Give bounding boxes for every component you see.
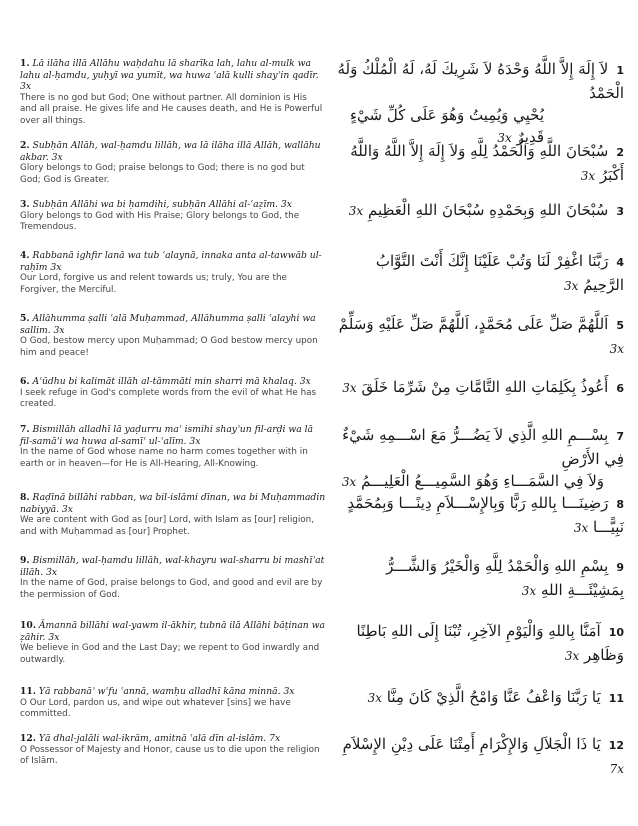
arabic-line-text: لاَ إِلَهَ إِلاَّ اللَّهُ وَحْدَهُ لاَ شَرِيكَ لَهُ، لَهُ الْمُلْكُ وَلَهُ الْحَمْدُ — [337, 60, 624, 102]
repeat-count: 3x — [497, 131, 512, 145]
transliteration — [20, 620, 326, 643]
entry-number: 7. — [20, 424, 30, 435]
entry-number: 2. — [20, 140, 30, 151]
arabic-number: 7 — [616, 430, 624, 443]
arabic-line-text: رَضِينَـــا بِاللهِ رَبًّا وَبِالإِسْـــلاَمِ دِينًـــا وَبِمُحَمَّدٍ نَبِيًّـــا — [347, 494, 624, 536]
transliteration — [20, 313, 326, 336]
arabic-line-text: آمَنَّا بِاللهِ وَالْيَوْمِ الآخِرِ، تُبْنَا إِلَى اللهِ بَاطِنًا وَظَاهِر — [356, 622, 624, 664]
translation: O Our Lord, pardon us, and wipe out whatever [sins] we have committed. — [20, 697, 291, 720]
entry-left-column — [20, 313, 326, 359]
arabic-text — [336, 686, 624, 710]
arabic-line — [336, 199, 624, 223]
transliteration — [20, 140, 326, 163]
arabic-text — [336, 199, 624, 223]
arabic-text — [336, 140, 624, 187]
entry-number: 12. — [20, 733, 36, 744]
arabic-number: 9 — [616, 561, 624, 574]
arabic-line-text: بِسْمِ اللهِ وَالْحَمْدُ لِلَّهِ وَالْخَيْرُ وَالشَّـــرُّ بِمَشِيْئَـــةِ اللهِ — [386, 557, 624, 599]
transliteration — [20, 58, 326, 93]
repeat-count: 3x — [564, 279, 579, 293]
arabic-text — [336, 313, 624, 360]
transliteration-text: Subḥān Allāhi wa bi ḥamdihi, subḥān Allāhi al-ʿaẓīm. 3x — [32, 199, 292, 210]
transliteration-text: Yā rabbanāʾ wʿfu ʿannā, wamḥu alladhī kāna minnā. 3x — [38, 686, 295, 697]
repeat-count: 3x — [367, 691, 382, 705]
arabic-line-text: وَلاَ فِي السَّمَـــاءِ وَهُوَ السَّمِيـــعُ الْعَلِيـــمُ — [361, 472, 604, 490]
translation: In the name of God whose name no harm comes together with in earth or in heaven—for He is All-Hearing, All-Knowing. — [20, 447, 308, 469]
arabic-text — [336, 424, 624, 493]
arabic-text — [336, 250, 624, 297]
arabic-number: 4 — [616, 256, 624, 269]
transliteration — [20, 199, 326, 211]
translation: Glory belongs to God with His Praise; Glory belongs to God, the Tremendous. — [20, 210, 300, 233]
arabic-line-text: رَبَّنَا اغْفِرْ لَنَا وَتُبْ عَلَيْنَا إِنَّكَ أَنْتَ التَّوَّابُ الرَّحِيمُ — [375, 252, 624, 294]
entry-left-column — [20, 250, 326, 296]
transliteration — [20, 376, 326, 388]
arabic-number: 10 — [608, 626, 624, 639]
translation: Glory belongs to God; praise belongs to God; there is no god but God; God is Greater. — [20, 163, 305, 185]
arabic-line-text: يَا ذَا الْجَلاَلِ وَالإِكْرَامِ أَمِتْنَا عَلَى دِيْنِ الإِسْلاَمِ — [342, 735, 601, 753]
translation: O Possessor of Majesty and Honor, cause us to die upon the religion of Islām. — [20, 744, 320, 767]
entry-left-column — [20, 492, 326, 538]
repeat-count: 3x — [521, 584, 537, 598]
arabic-text — [336, 492, 624, 539]
entry-number: 3. — [20, 199, 30, 210]
arabic-line — [336, 555, 624, 602]
arabic-text — [336, 376, 624, 400]
transliteration-text: Bismillāh alladhī lā yaḍurru maʿ ismihi shayʾun fil-arḍi wa lā fil-samāʾi wa huwa al-samīʿ ul-ʿalīm. 3x — [20, 424, 314, 447]
entry-left-column — [20, 686, 326, 721]
entry-left-column — [20, 376, 326, 411]
entry-left-column — [20, 424, 326, 470]
arabic-line — [336, 686, 624, 710]
entry-left-column — [20, 140, 326, 186]
arabic-line — [336, 58, 624, 104]
arabic-line — [336, 140, 624, 187]
arabic-line — [336, 733, 624, 780]
transliteration — [20, 555, 326, 578]
entry-number: 9. — [20, 555, 30, 566]
arabic-text — [336, 620, 624, 667]
arabic-line-text: يَا رَبَّنَا وَاعْفُ عَنَّا وَامْحُ الَّذِيْ كَانَ مِنَّا — [386, 688, 601, 706]
entry-left-column — [20, 555, 326, 601]
transliteration-text: Allāhumma ṣalli ʿalā Muḥammad, Allāhumma ṣalli ʿalayhi wa sallim. 3x — [20, 313, 316, 336]
transliteration-text: Aʿūdhu bi kalimāt illāh al-tāmmāti min sharri mā khalaq. 3x — [32, 376, 311, 387]
entry-number: 11. — [20, 686, 36, 697]
repeat-count: 3x — [580, 169, 596, 183]
arabic-line — [336, 313, 624, 360]
repeat-count: 7x — [609, 762, 624, 776]
transliteration-text: Raḍīnā billāhi rabban, wa bil-islāmi dīnan, wa bi Muḥammadin nabiyyā. 3x — [20, 492, 326, 515]
transliteration-text: Yā dhal-jalāli wal-ikrām, amitnā ʿalā dīn al-islām. 7x — [38, 733, 281, 744]
arabic-line-text: بِسْـــمِ اللهِ الَّذِي لاَ يَضُـــرُّ مَعَ اسْـــمِهِ شَيْءٌ فِي الأَرْضِ — [342, 426, 624, 468]
entry-left-column — [20, 199, 326, 234]
entry-left-column — [20, 58, 326, 128]
transliteration-text: Bismillāh, wal-ḥamdu lillāh, wal-khayru wal-sharru bi mashīʾat illāh. 3x — [20, 555, 325, 578]
arabic-number: 5 — [616, 319, 624, 332]
arabic-line-text: سُبْحَانَ اللَّهِ وَالْحَمْدُ لِلَّهِ وَلاَ إِلَهَ إِلاَّ اللَّهُ وَاللَّهُ أَكْبَرُ — [350, 142, 624, 184]
arabic-number: 1 — [616, 64, 624, 77]
arabic-line — [336, 250, 624, 297]
arabic-line-text: يُحْيِي وَيُمِيتُ وَهُوَ عَلَى كُلِّ شَيْءٍ قَدِيرٌ — [349, 106, 544, 146]
entry-number: 6. — [20, 376, 30, 387]
entry-number: 4. — [20, 250, 30, 261]
repeat-count: 3x — [573, 521, 589, 535]
transliteration-text: Rabbanā ighfir lanā wa tub ʿalaynā, innaka anta al-tawwāb ul-raḥīm 3x — [20, 250, 322, 273]
repeat-count: 3x — [342, 381, 357, 395]
arabic-line-text: اَللَّهُمَّ صَلِّ عَلَى مُحَمَّدٍ، اَللَّهُمَّ صَلِّ عَلَيْهِ وَسَلِّمْ — [338, 315, 609, 333]
arabic-text — [336, 58, 624, 149]
transliteration — [20, 686, 326, 698]
entry-number: 1. — [20, 58, 30, 69]
transliteration-text: Lā ilāha illā Allāhu waḥdahu lā sharīka lah, lahu al-mulk wa lahu al-ḥamdu, yuḥyī wa yumīt, wa huwa ʿalā kulli shayʾin qadīr. 3x — [20, 58, 319, 93]
transliteration — [20, 733, 326, 745]
arabic-number: 6 — [616, 382, 624, 395]
arabic-line-text: سُبْحَانَ اللهِ وَبِحَمْدِهِ سُبْحَانَ اللهِ الْعَظِيمِ — [367, 201, 609, 219]
arabic-line — [336, 470, 624, 493]
translation: In the name of God, praise belongs to God, and good and evil are by the permission of God. — [20, 578, 323, 600]
translation: O God, bestow mercy upon Muḥammad; O God bestow mercy upon him and peace! — [20, 336, 318, 358]
arabic-number: 2 — [616, 146, 624, 159]
entry-number: 5. — [20, 313, 30, 324]
transliteration-text: Āmannā billāhi wal-yawm il-ākhir, tubnā ilā Allāhi bāṭinan wa ẓāhir. 3x — [20, 620, 325, 643]
arabic-number: 8 — [616, 498, 624, 511]
entry-number: 10. — [20, 620, 36, 631]
translation: Our Lord, forgive us and relent towards us; truly, You are the Forgiver, the Merciful. — [20, 273, 287, 295]
arabic-line — [336, 376, 624, 400]
repeat-count: 3x — [341, 475, 357, 489]
arabic-line — [336, 620, 624, 667]
arabic-line-text: أَعُوذُ بِكَلِمَاتِ اللهِ التَّامَّاتِ مِنْ شَرِّمَا خَلَقَ — [361, 378, 609, 396]
arabic-number: 11 — [608, 692, 624, 705]
arabic-text — [336, 733, 624, 780]
arabic-line — [336, 492, 624, 539]
entry-number: 8. — [20, 492, 30, 503]
arabic-line — [336, 424, 624, 470]
translation: We believe in God and the Last Day; we repent to God inwardly and outwardly. — [20, 643, 320, 665]
entry-left-column — [20, 733, 326, 768]
translation: I seek refuge in God's complete words from the evil of what He has created. — [20, 387, 317, 410]
arabic-number: 3 — [616, 205, 624, 218]
transliteration — [20, 250, 326, 273]
entry-left-column — [20, 620, 326, 666]
repeat-count: 3x — [348, 204, 364, 218]
translation: We are content with God as [our] Lord, with Islam as [our] religion, and with Muḥammad as [our] Prophet. — [20, 515, 315, 537]
arabic-number: 12 — [608, 739, 624, 752]
translation: There is no god but God; One without partner. All dominion is His and all praise. He gives life and He causes death, and He is Powerful over all things. — [20, 92, 323, 126]
repeat-count: 3x — [609, 342, 624, 356]
transliteration — [20, 424, 326, 447]
arabic-text — [336, 555, 624, 602]
repeat-count: 3x — [564, 649, 580, 663]
transliteration-text: Subḥān Allāh, wal-ḥamdu lillāh, wa lā ilāha illā Allāh, wallāhu akbar. 3x — [20, 140, 321, 163]
transliteration — [20, 492, 326, 515]
